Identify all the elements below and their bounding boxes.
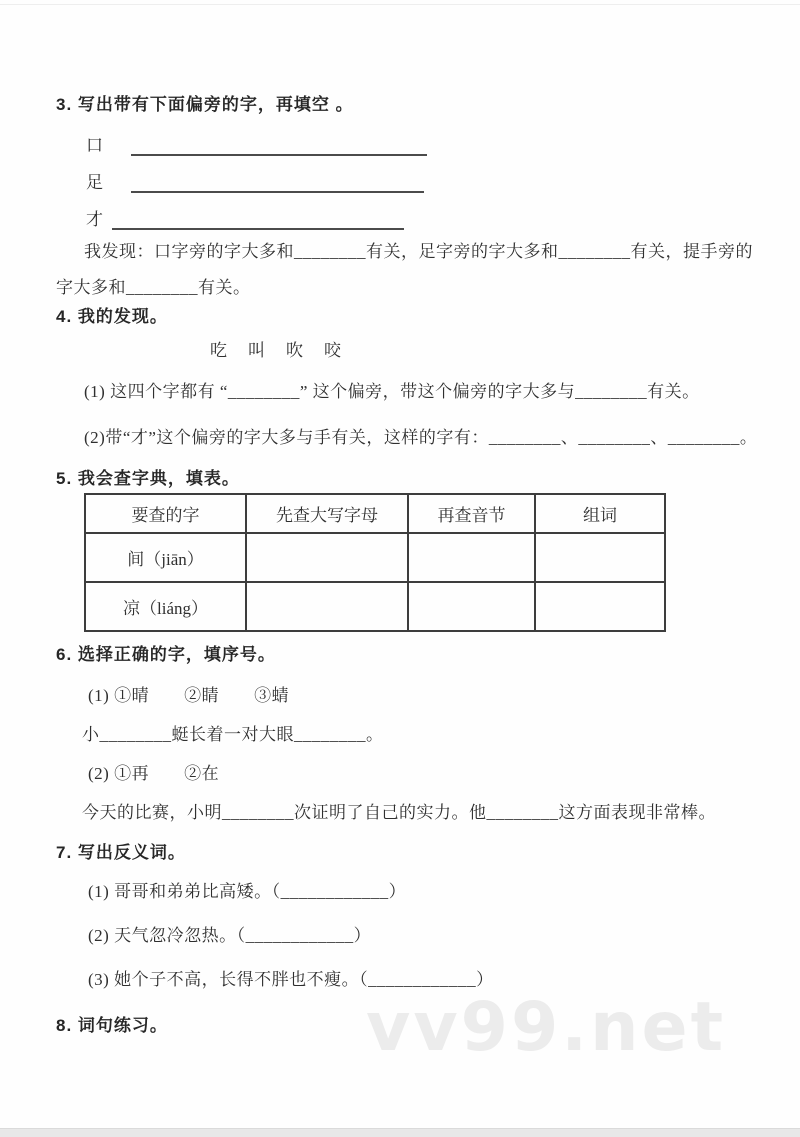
table-cell-empty (408, 582, 535, 631)
answer-line (112, 210, 404, 230)
page-bottom-edge (0, 1128, 800, 1137)
radical-row-shou (86, 205, 404, 230)
q7-item-3: (3) 她个子不高，长得不胖也不瘦。（____________） (88, 970, 494, 989)
q7-item-2: (2) 天气忽冷忽热。（____________） (88, 926, 372, 945)
q6-item1-options: (1) ①晴 ②睛 ③蜻 (88, 686, 290, 705)
table-row (85, 533, 665, 582)
table-header-syllable: 再查音节 (408, 494, 535, 533)
table-cell-empty (408, 533, 535, 582)
table-header-word: 组词 (535, 494, 665, 533)
table-header-char: 要查的字 (85, 494, 246, 533)
table-header-letter: 先查大写字母 (246, 494, 408, 533)
q6-item2-sentence: 今天的比赛，小明________次证明了自己的实力。他________这方面表现非常棒。 (82, 803, 716, 822)
answer-line (131, 173, 424, 193)
q4-item-2: (2)带“才”这个偏旁的字大多与手有关，这样的字有：________、________、________。 (84, 428, 758, 447)
question-4-title: 4. 我的发现。 (56, 307, 168, 326)
question-7-title: 7. 写出反义词。 (56, 843, 186, 862)
answer-line (131, 136, 427, 156)
table-cell-empty (535, 533, 665, 582)
watermark: vv99.net (366, 988, 727, 1067)
question-3-title: 3. 写出带有下面偏旁的字，再填空 。 (56, 95, 354, 114)
q4-item-1: (1) 这四个字都有 “________” 这个偏旁，带这个偏旁的字大多与________有关。 (84, 382, 700, 401)
q6-item2-options: (2) ①再 ②在 (88, 764, 220, 783)
radical-kou: 口 (86, 136, 103, 155)
question-5-title: 5. 我会查字典，填表。 (56, 469, 240, 488)
table-cell-empty (246, 533, 408, 582)
question-6-title: 6. 选择正确的字，填序号。 (56, 645, 276, 664)
q3-discover-line2: 字大多和________有关。 (56, 278, 251, 297)
radical-shou: 才 (86, 210, 103, 229)
table-cell-empty (535, 582, 665, 631)
radical-row-kou (86, 131, 427, 156)
radical-zu: 足 (86, 173, 103, 192)
table-header-row (85, 494, 665, 533)
q3-discover-line1: 我发现：口字旁的字大多和________有关，足字旁的字大多和________有关，提手旁的 (84, 242, 753, 261)
q6-item1-sentence: 小________蜓长着一对大眼________。 (82, 725, 384, 744)
table-row (85, 582, 665, 631)
q4-character-list: 吃 叫 吹 咬 (210, 341, 343, 360)
question-8-title: 8. 词句练习。 (56, 1016, 168, 1035)
page-top-edge (0, 4, 800, 5)
table-cell-char: 间（jiān） (85, 533, 246, 582)
table-cell-empty (246, 582, 408, 631)
dictionary-table (84, 493, 666, 632)
table-cell-char: 凉（liáng） (85, 582, 246, 631)
radical-row-zu (86, 168, 424, 193)
q7-item-1: (1) 哥哥和弟弟比高矮。（____________） (88, 882, 407, 901)
